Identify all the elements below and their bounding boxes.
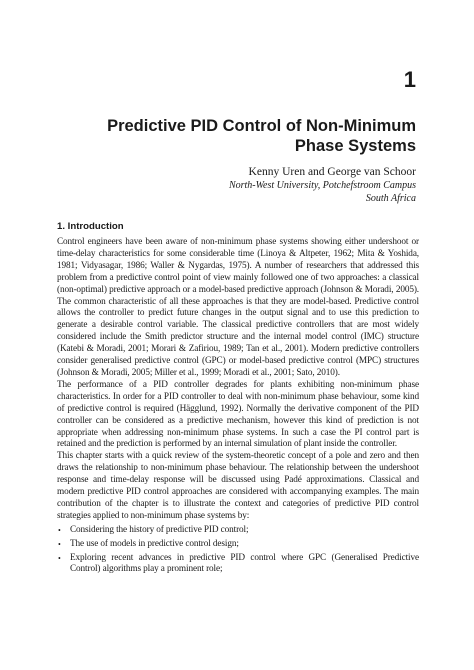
bullet-icon: • xyxy=(58,525,61,535)
affiliation-line: South Africa xyxy=(365,193,416,204)
affiliation-line: North-West University, Potchefstroom Campus xyxy=(228,180,416,191)
chapter-title-line: Predictive PID Control of Non-Minimum xyxy=(107,117,416,135)
authors: Kenny Uren and George van Schoor xyxy=(248,166,416,178)
bullet-icon: • xyxy=(58,539,61,549)
bullet-text: The use of models in predictive control design; xyxy=(70,538,239,549)
bullet-item xyxy=(57,539,419,551)
bullet-icon: • xyxy=(58,553,61,563)
bullet-text: Considering the history of predictive PID control; xyxy=(70,524,249,535)
chapter-title-line: Phase Systems xyxy=(294,137,416,155)
body-text xyxy=(57,237,419,578)
chapter-number: 1 xyxy=(403,67,416,92)
bullet-item xyxy=(57,525,419,537)
paragraph: The performance of a PID controller degrades for plants exhibiting non-minimum phase characteristics. In order for a PID controller to deal with non-minimum phase behaviour, some kind of predictive control is required (Hägglund, 1992). Normally the derivative component of the PID controller can be considered as a predictive mechanism, however this kind of prediction is not appropriate when addressing non-minimum phase systems. In such a case the PI control part is retained and the prediction is performed by an internal simulation of plant inside the controller. xyxy=(57,379,419,450)
chapter-title xyxy=(56,116,416,156)
paragraph: This chapter starts with a quick review of the system-theoretic concept of a pole and zero and then draws the relationship to non-minimum phase behaviour. The relationship between the undershoot response and time-delay response will be discussed using Padé approximations. Classical and modern predictive PID control approaches are considered with accompanying examples. The main contribution of the chapter is to illustrate the context and categories of predictive PID control strategies applied to non-minimum phase systems by: xyxy=(57,451,419,521)
bullet-text: Exploring recent advances in predictive PID control where GPC (Generalised Predictive Control) algorithms play a prominent role; xyxy=(70,552,419,575)
bullet-list xyxy=(57,525,419,577)
paragraph: Control engineers have been aware of non-minimum phase systems showing either undershoot or time-delay characteristics for some considerable time (Linoya & Altpeter, 1962; Mita & Yoshida, 1981; Vidyasagar, 1986; Waller & Nygardas, 1975). A number of researchers that addressed this problem from a predictive control point of view mainly followed one of two approaches: a classical (non-optimal) predictive approach or a model-based predictive approach (Johnson & Moradi, 2005). The common characteristic of all these approaches is that they are model-based. Predictive control allows the controller to predict future changes in the output signal and to use this prediction to generate a desirable control variable. The classical predictive controllers that are most widely considered include the Smith predictor structure and the internal model control (IMC) structure (Katebi & Moradi, 2001; Morari & Zafiriou, 1989; Tan et al., 2001). Modern predictive controllers consider generalised predictive control (GPC) or model-based predictive control (MPC) structures (Johnson & Moradi, 2005; Miller et al., 1999; Moradi et al., 2001; Sato, 2010). xyxy=(57,237,419,378)
section-heading: 1. Introduction xyxy=(57,221,124,232)
affiliation xyxy=(229,179,416,205)
bullet-item xyxy=(57,553,419,577)
